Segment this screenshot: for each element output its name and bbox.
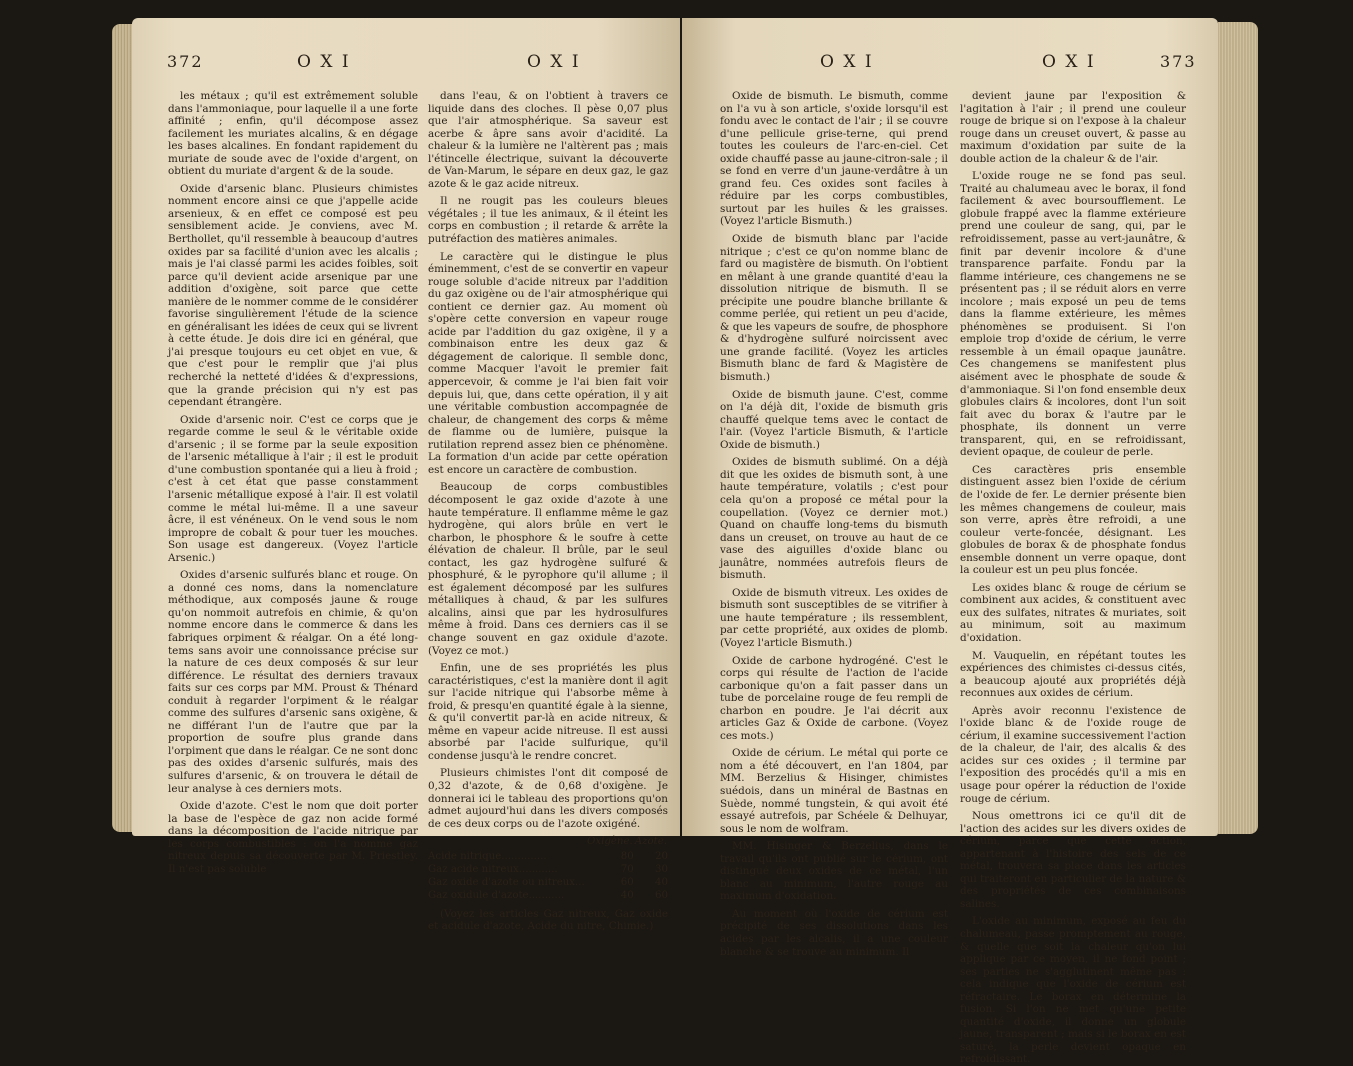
paragraph: Le caractère qui le distingue le plus éminemment, c'est de se convertir en vapeur rouge soluble d'acide nitreux par l'addition du gaz oxigène ou de l'air atmosphérique qui contient ce dernier gaz. Au moment où s'opère cette conversion en vapeur rouge acide par l'addition du gaz oxigène, il y a combinaison entre les deux gaz & dégagement de calorique. Il semble donc, comme Macquer l'avoit le premier fait appercevoir, & comme je l'ai bien fait voir depuis lui, que, dans cette opération, il y ait une véritable combustion accompagnée de chaleur, de changement des corps & même de flamme ou de lumière, puisque la rutilation reprend assez bien ce phénomène. La formation d'un acide par cette opération est encore un caractère de combustion. [428,250,668,476]
paragraph: Oxide de carbone hydrogéné. C'est le corps qui résulte de l'action de l'acide carbonique qu'on a fait passer dans un tube de porcelaine rouge de feu rempli de charbon en poudre. Je l'ai décrit aux articles Gaz & Oxide de carbone. (Voyez ces mots.) [720,654,948,742]
right-page-edges [1218,22,1258,834]
right-running-head-1: O X I [820,52,874,72]
paragraph: Oxide de bismuth. Le bismuth, comme on l'a vu à son article, s'oxide lorsqu'il est fondu avec le contact de l'air ; il se couvre d'une pellicule grise-terne, qui prend toutes les couleurs de l'arc-en-ciel. Cet oxide chauffé passe au jaune-citron-sale ; il se fond en verre d'un jaune-verdâtre à un grand feu. Ces oxides sont faciles à réduire par les corps combustibles, surtout par les huiles & les graisses. (Voyez l'article Bismuth.) [720,90,948,228]
paragraph: Enfin, une de ses propriétés les plus caractéristiques, c'est la manière dont il agit sur l'acide nitrique qui l'absorbe même à froid, & presqu'en quantité égale à la sienne, & qu'il convertit par-là en acide nitreux, & même en vapeur acide nitreuse. Il est aussi absorbé par l'acide sulfurique, qu'il condense jusqu'à le rendre concret. [428,662,668,762]
left-page-edges [112,24,134,832]
paragraph: Oxide de bismuth blanc par l'acide nitrique ; c'est ce qu'on nomme blanc de fard ou magistère de bismuth. On l'obtient en mêlant à une grande quantité d'eau la dissolution nitrique de bismuth. Il se précipite une poudre blanche brillante & comme perlée, qui retient un peu d'acide, & que les vapeurs de soufre, de phosphore & d'hydrogène sulfuré noircissent avec une grande facilité. (Voyez les articles Bismuth blanc de fard & Magistère de bismuth.) [720,233,948,384]
paragraph: Oxide d'azote. C'est le nom que doit porter la base de l'espèce de gaz non acide formé dans la décomposition de l'acide nitrique par les corps combustibles : on l'a nommé gaz nitreux depuis sa découverte par M. Priestley. Il n'est pas soluble [168,800,418,875]
left-running-head-2: O X I [527,52,581,72]
paragraph: Après avoir reconnu l'existence de l'oxide blanc & de l'oxide rouge de cérium, il examine successivement l'action de la chaleur, de l'air, des alcalis & des acides sur ces oxides ; il termine par l'exposition des procédés qu'il a mis en usage pour opérer la réduction de l'oxide rouge de cérium. [960,704,1186,805]
paragraph: Il ne rougit pas les couleurs bleues végétales ; il tue les animaux, & il éteint les corps en combustion ; il retarde & arrête la putréfaction des matières animales. [428,195,668,246]
left-page [132,18,680,933]
paragraph: L'oxide au minimum, exposé au feu du chalumeau, passe promptement au rouge, & quelle que soit la chaleur qu'on lui applique par ce moyen, il ne fond point ; ses parties ne s'agglutinent même pas : cela indique que l'oxide de cérium est réfractaire. Le borax en détermine la fusion. Si l'on ne met qu'une petite quantité d'oxide, il donne un globule jaune, transparent ; mais si le borax en est saturé, la perle devient opaque en refroidissant. [960,915,1186,1066]
paragraph: devient jaune par l'exposition & l'agitation à l'air ; il prend une couleur rouge de brique si on l'expose à la chaleur rouge dans un creuset ouvert, & passe au maximum d'oxidation par suite de la double action de la chaleur & de l'air. [960,90,1186,165]
paragraph: Ces caractères pris ensemble distinguent assez bien l'oxide de cérium de l'oxide de fer. Le dernier présente bien les mêmes changemens de couleur, mais son verre, après être refroidi, a une couleur verte-foncée, désignant. Les globules de borax & de phosphate fondus ensemble donnent un verre opaque, dont la couleur est un peu plus foncée. [960,463,1186,577]
paragraph: Oxide d'arsenic noir. C'est ce corps que je regarde comme le seul & le véritable oxide d'arsenic ; il se forme par la seule exposition de l'arsenic métallique à l'air ; il est le produit d'une combustion spontanée qui a lieu à froid ; c'est à cet état que passe constamment l'arsenic métallique exposé à l'air. Il est volatil comme le métal lui-même. Il a une saveur âcre, il est vénéneux. On le vend sous le nom impropre de cobalt & pour tuer les mouches. Son usage est dangereux. (Voyez l'article Arsenic.) [168,413,418,564]
paragraph: Beaucoup de corps combustibles décomposent le gaz oxide d'azote à une haute température. Il enflamme même le gaz hydrogène, qui alors brûle en vert le charbon, le phosphore & le soufre à cette élévation de chaleur. Il brûle, par le seul contact, les gaz hydrogène sulfuré & phosphuré, & le pyrophore qu'il allume ; il est également décomposé par les sulfures métalliques à chaud, & par les sulfures alcalins, ainsi que par les hydrosulfures même à froid. Dans ces derniers cas il se change souvent en gaz oxidule d'azote. (Voyez ce mot.) [428,481,668,657]
paragraph: Au moment où l'oxide de cérium est précipité de ses dissolutions dans les acides par les alcalis, il a une couleur blanche & se trouve au minimum. Il [720,907,948,958]
paragraph: Oxides d'arsenic sulfurés blanc et rouge. On a donné ces noms, dans la nomenclature méthodique, aux composés jaune & rouge qu'on nommoit autrefois en chimie, & qu'on nomme encore dans le commerce & dans les fabriques orpiment & réalgar. On a été long-tems sans avoir une connoissance précise sur la nature de ces deux composés & sur leur différence. Le résultat des derniers travaux faits sur ces corps par MM. Proust & Thénard conduit à regarder l'orpiment & le réalgar comme des sulfures d'arsenic sans oxigène, & ne différant l'un de l'autre que par la proportion de soufre plus grande dans l'orpiment que dans le réalgar. Ce ne sont donc pas des oxides d'arsenic sulfurés, mais des sulfures d'arsenic, & on trouvera le détail de leur analyse à ces derniers mots. [168,569,418,795]
paragraph: M. Vauquelin, en répétant toutes les expériences des chimistes ci-dessus cités, a beaucoup ajouté aux propriétés déjà reconnues aux oxides de cérium. [960,649,1186,700]
right-running-head-2: O X I [1042,52,1096,72]
right-column-2 [960,90,1186,1066]
paragraph: L'oxide rouge ne se fond pas seul. Traité au chalumeau avec le borax, il fond facilement & avec boursoufflement. Le globule frappé avec la flamme extérieure prend une couleur de sang, qui, par le refroidissement, passe au vert-jaunâtre, & finit par devenir incolore & d'une transparence parfaite. Fondu par la flamme intérieure, ces changemens ne se présentent pas ; il se réduit alors en verre incolore ; mais exposé un peu de tems dans la flamme extérieure, les mêmes phénomènes se produisent. Si l'on emploie trop d'oxide de cérium, le verre ressemble à un émail opaque jaunâtre. Ces changemens se manifestent plus aisément avec le phosphate de soude & d'ammoniaque. Si l'on fond ensemble deux globules clairs & incolores, dont l'un soit fait avec du borax & l'autre par le phosphate, ils donnent un verre transparent, qui, en se refroidissant, devient opaque, de couleur de perle. [960,170,1186,459]
paragraph: Oxide d'arsenic blanc. Plusieurs chimistes nomment encore ainsi ce que j'appelle acide arsenieux, & en effet ce composé est peu sensiblement acide. Je conviens, avec M. Berthollet, qu'il ressemble à beaucoup d'autres oxides par sa facilité d'union avec les alcalis ; mais je l'ai classé parmi les acides foibles, soit parce qu'il devient acide arsenique par une addition d'oxigène, soit parce que cette manière de le nommer comme de le considérer favorise singulièrement l'étude de la science en généralisant les idées de ceux qui se livrent à cette étude. Je dois dire ici en général, que j'ai presque toujours eu cet objet en vue, & que c'est pour le remplir que j'ai plus recherché la netteté d'idées & d'expressions, que la grande précision qui n'y est pas cependant étrangère. [168,182,418,409]
table-header-azote: Azote. [634,836,667,848]
left-running-head-1: O X I [297,52,351,72]
paragraph: dans l'eau, & on l'obtient à travers ce liquide dans des cloches. Il pèse 0,07 plus que l'air atmosphérique. Sa saveur est acerbe & âpre sans avoir d'acidité. La chaleur & la lumière ne l'altèrent pas ; mais l'étincelle électrique, suivant la découverte de Van-Marum, le sépare en deux gaz, le gaz azote & le gaz acide nitreux. [428,90,668,190]
left-page-number: 372 [167,52,204,71]
paragraph: Oxides de bismuth sublimé. On a déjà dit que les oxides de bismuth sont, à une haute température, volatils ; c'est pour cela qu'on a proposé ce métal pour la coupellation. (Voyez ce dernier mot.) Quand on chauffe long-tems du bismuth dans un creuset, on trouve au haut de ce vase des aiguilles d'oxide blanc ou jaunâtre, nommées autrefois fleurs de bismuth. [720,456,948,582]
table-row: Gaz oxide d'azote ou nitreux... 60 40 [428,876,668,888]
paragraph: Oxide de bismuth vitreux. Les oxides de bismuth sont susceptibles de se vitrifier à une haute température ; ils ressemblent, par cette propriété, aux oxides de plomb. (Voyez l'article Bismuth.) [720,586,948,649]
table-row: Gaz oxidule d'azote........... 40 60 [428,889,668,901]
left-column-1 [168,90,418,875]
paragraph: Les oxides blanc & rouge de cérium se combinent aux acides, & constituent avec eux des sulfates, nitrates & muriates, soit au minimum, soit au maximum d'oxidation. [960,581,1186,644]
paragraph: Plusieurs chimistes l'ont dit composé de 0,32 d'azote, & de 0,68 d'oxigène. Je donnerai ici le tableau des proportions qu'on admet aujourd'hui dans les divers composés de ces deux corps ou de l'azote oxigéné. [428,767,668,830]
paragraph: Oxide de cérium. Le métal qui porte ce nom a été découvert, en l'an 1804, par MM. Berzelius & Hisinger, chimistes suédois, dans un minéral de Bastnas en Suède, nommé tungstein, & qui avoit été essayé autrefois, par Schéele & Delhuyar, sous le nom de wolfram. [720,747,948,835]
composition-table [428,835,668,902]
table-row: Acide nitrique.............. 80 20 [428,850,668,862]
table-header-oxigene: Oxigène. [587,836,633,848]
left-column-2 [428,90,668,933]
right-column-1 [720,90,948,958]
paragraph: MM. Hisinger & Berzelius, dans le travail qu'ils ont publié sur le cérium, ont distingué deux oxides de ce métal, l'un blanc au minimum, l'autre rouge au maximum d'oxidation. [720,840,948,903]
right-page-number: 373 [1160,52,1197,71]
table-row: Gaz acide nitreux............ 70 30 [428,863,668,875]
right-page [682,18,1218,1066]
paragraph: les métaux ; qu'il est extrêmement soluble dans l'ammoniaque, pour laquelle il a une forte affinité ; enfin, qu'il décompose assez facilement les muriates alcalins, & en dégage les bases alcalines. En fondant rapidement du muriate de soude avec de l'oxide d'argent, on obtient du muriate d'argent & de la soude. [168,90,418,178]
paragraph: (Voyez les articles Gaz nitreux, Gaz oxide et acidule d'azote, Acide du nitre, Chimie.) [428,907,668,933]
paragraph: Nous omettrons ici ce qu'il dit de l'action des acides sur les divers oxides de cérium, parce que cette action, appartenant à l'histoire des sels de ce métal, trouvera sa place dans les articles qui traiteront en particulier de la nature & des propriétés de ces combinaisons salines. [960,810,1186,910]
paragraph: Oxide de bismuth jaune. C'est, comme on l'a déjà dit, l'oxide de bismuth gris chauffé quelque tems avec le contact de l'air. (Voyez l'article Bismuth, & l'article Oxide de bismuth.) [720,388,948,451]
